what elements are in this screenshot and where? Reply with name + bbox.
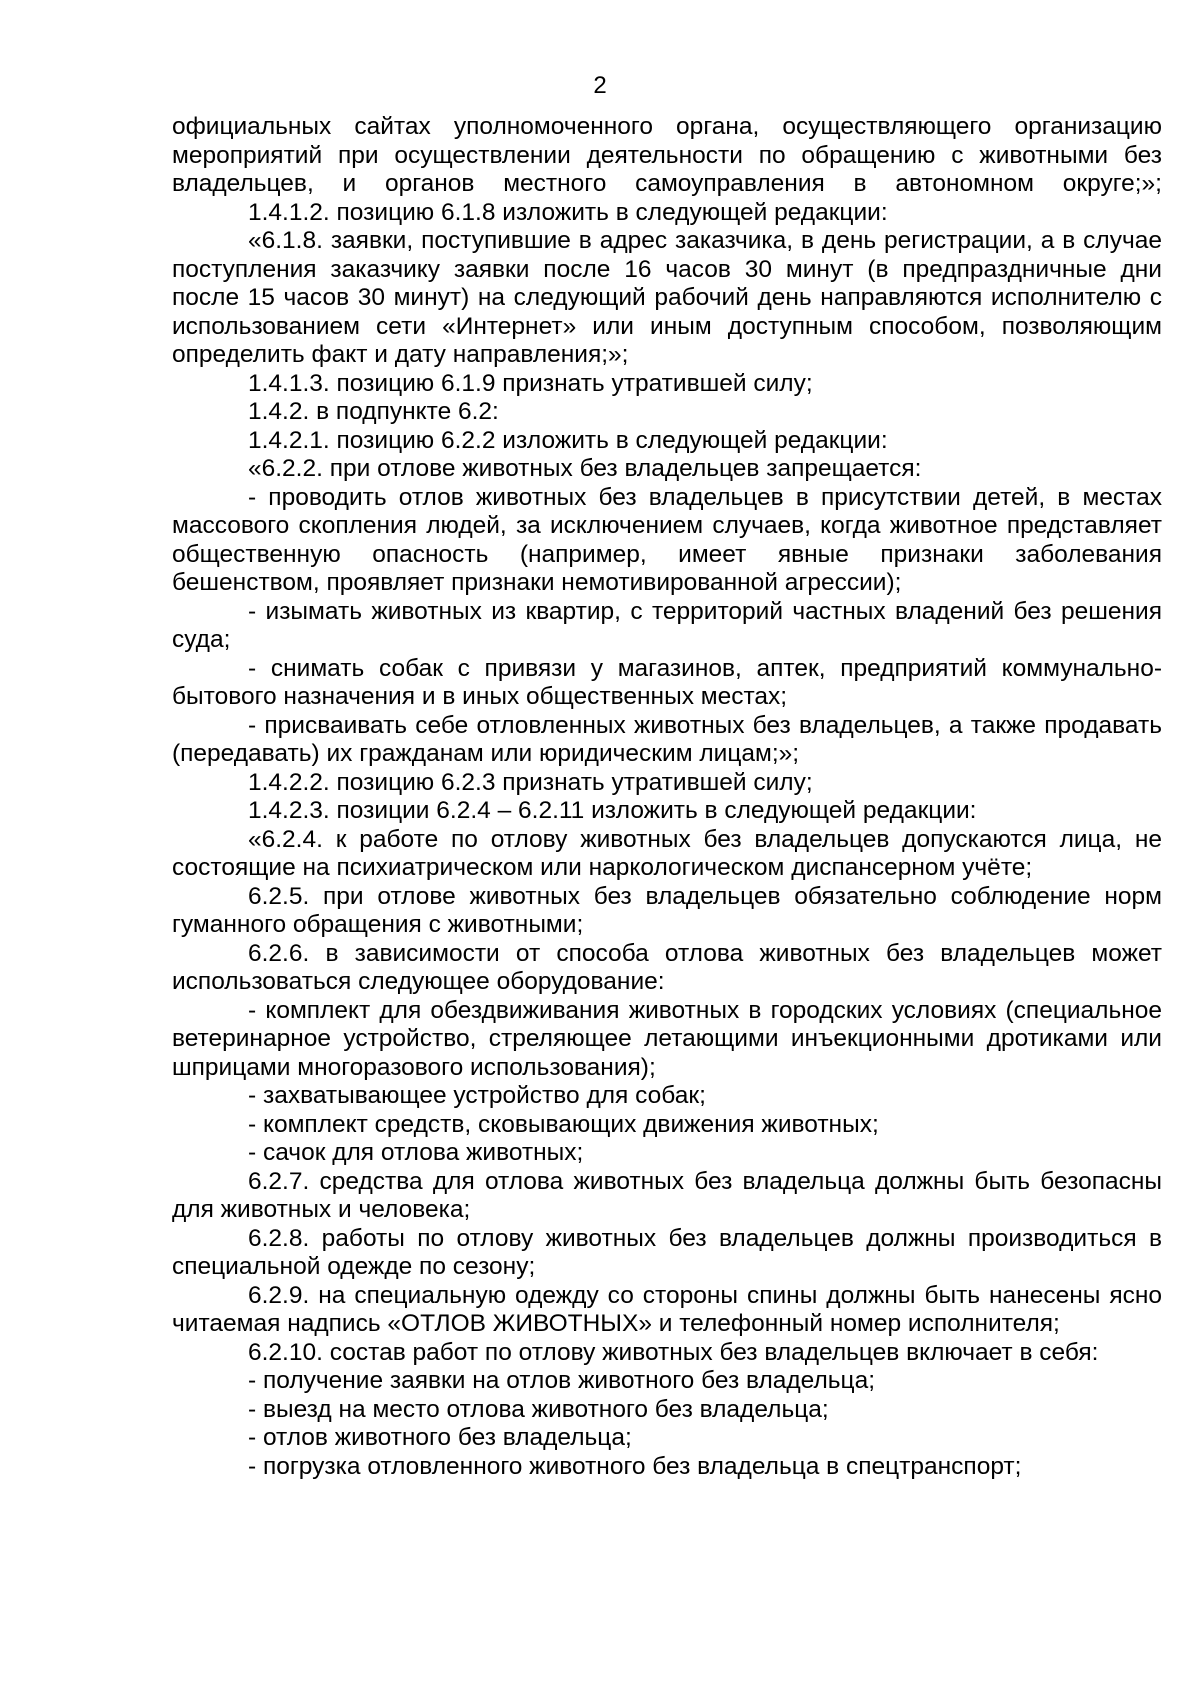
paragraph: 6.2.7. средства для отлова животных без владельца должны быть безопасны для животных и человека; <box>172 1167 1162 1223</box>
paragraph: 6.2.5. при отлове животных без владельцев обязательно соблюдение норм гуманного обращения с животными; <box>172 882 1162 938</box>
page-number: 2 <box>593 72 607 99</box>
list-item: - сачок для отлова животных; <box>248 1139 584 1166</box>
list-item: - комплект для обездвиживания животных в городских условиях (специальное ветеринарное устройство, стреляющее летающими инъекционными дротиками или шприцами многоразового использования); <box>172 996 1162 1081</box>
paragraph: 1.4.1.3. позицию 6.1.9 признать утратившей силу; <box>248 369 813 397</box>
paragraph: 6.2.8. работы по отлову животных без владельцев должны производиться в специальной одежде по сезону; <box>172 1224 1162 1280</box>
paragraph: «6.2.2. при отлове животных без владельцев запрещается: <box>248 455 922 482</box>
paragraph: 1.4.2. в подпункте 6.2: <box>248 398 499 425</box>
list-item: - получение заявки на отлов животного без владельца; <box>248 1367 876 1394</box>
list-item: - отлов животного без владельца; <box>248 1424 632 1451</box>
paragraph: «6.2.4. к работе по отлову животных без владельцев допускаются лица, не состоящие на психиатрическом или наркологическом диспансерном учёте; <box>172 825 1162 881</box>
paragraph: 1.4.2.3. позиции 6.2.4 – 6.2.11 изложить в следующей редакции: <box>248 797 977 824</box>
list-item: - присваивать себе отловленных животных без владельцев, а также продавать (передавать) их гражданам или юридическим лицам;»; <box>172 711 1162 767</box>
list-item: - погрузка отловленного животного без владельца в спецтранспорт; <box>248 1452 1022 1480</box>
paragraph: 1.4.1.2. позицию 6.1.8 изложить в следующей редакции: <box>248 198 888 226</box>
list-item: - снимать собак с привязи у магазинов, аптек, предприятий коммунально-бытового назначения и в иных общественных местах; <box>172 654 1162 710</box>
paragraph: 6.2.10. состав работ по отлову животных без владельцев включает в себя: <box>248 1338 1099 1366</box>
paragraph: «6.1.8. заявки, поступившие в адрес заказчика, в день регистрации, а в случае поступления заказчику заявки после 16 часов 30 минут (в предпраздничные дни после 15 часов 30 минут) на следующий рабочий день направляются исполнителю с использованием сети «Интернет» или иным доступным способом, позволяющим определить факт и дату направления;»; <box>172 227 1162 368</box>
paragraph: официальных сайтах уполномоченного органа, осуществляющего организацию мероприятий при осуществлении деятельности по обращению с животными без владельцев, и органов местного самоуправления в автономном округе;»; <box>172 113 1162 197</box>
paragraph: 1.4.2.1. позицию 6.2.2 изложить в следующей редакции: <box>248 426 888 454</box>
paragraph: 6.2.6. в зависимости от способа отлова животных без владельцев может использоваться следующее оборудование: <box>172 939 1162 995</box>
document-body <box>172 113 1162 1481</box>
paragraph: 6.2.9. на специальную одежду со стороны спины должны быть нанесены ясно читаемая надпись «ОТЛОВ ЖИВОТНЫХ» и телефонный номер исполнителя; <box>172 1281 1162 1337</box>
paragraph: 1.4.2.2. позицию 6.2.3 признать утратившей силу; <box>248 768 813 796</box>
list-item: - проводить отлов животных без владельцев в присутствии детей, в местах массового скопления людей, за исключением случаев, когда животное представляет общественную опасность (например, имеет явные признаки заболевания бешенством, проявляет признаки немотивированной агрессии); <box>172 483 1162 596</box>
list-item: - изымать животных из квартир, с территорий частных владений без решения суда; <box>172 597 1162 653</box>
list-item: - выезд на место отлова животного без владельца; <box>248 1395 829 1423</box>
list-item: - захватывающее устройство для собак; <box>248 1082 706 1109</box>
list-item: - комплект средств, сковывающих движения животных; <box>248 1110 879 1138</box>
